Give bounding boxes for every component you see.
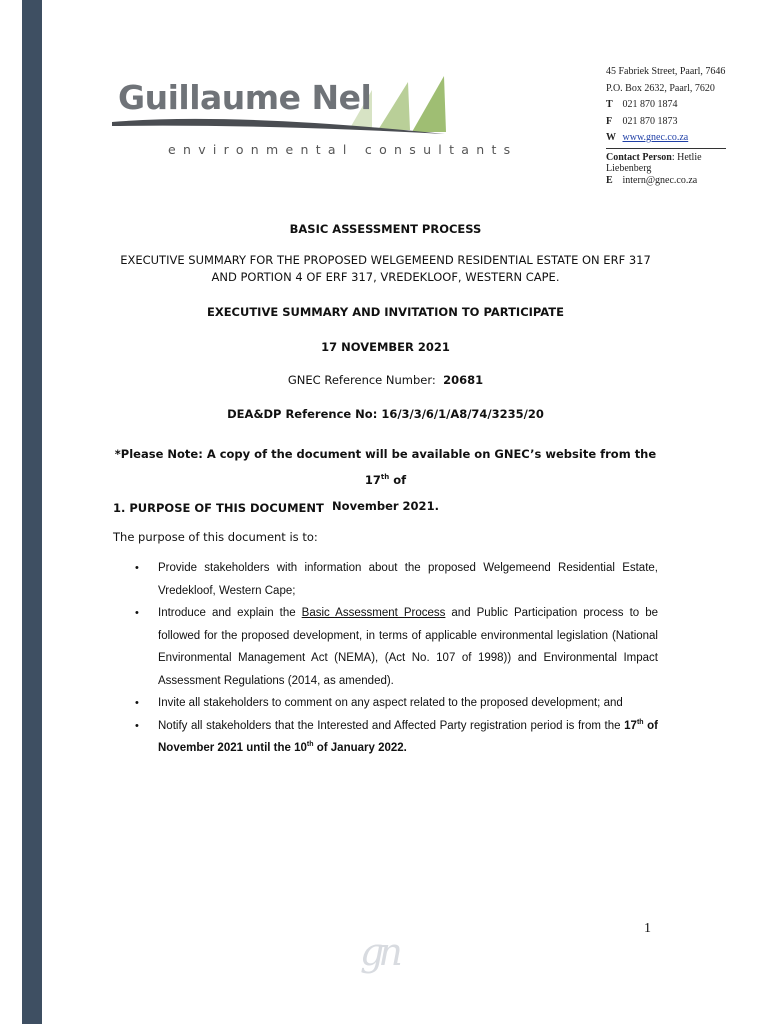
bullet-icon: • — [135, 562, 139, 574]
contact-web — [606, 130, 726, 147]
contact-street: 45 Fabriek Street, Paarl, 7646 — [606, 66, 726, 77]
note-line-2: November 2021. — [332, 499, 439, 513]
person-label: Contact Person — [606, 151, 672, 163]
bullet-bold-3: of January 2022. — [313, 742, 407, 754]
gnec-ref-value: 20681 — [443, 373, 484, 387]
web-label: W — [606, 132, 616, 143]
contact-telephone — [606, 97, 726, 114]
contact-person: Contact Person: Hetlie Liebenberg — [606, 151, 702, 174]
gnec-ref-label: GNEC Reference Number: — [287, 373, 436, 387]
list-item — [113, 602, 658, 692]
bullet-icon: • — [135, 697, 139, 709]
note-sup: th — [380, 473, 390, 482]
list-item — [113, 557, 658, 602]
list-item — [113, 715, 658, 760]
contact-divider — [606, 148, 726, 149]
summary-line-2: AND PORTION 4 OF ERF 317, VREDEKLOOF, WESTERN CAPE. — [211, 270, 560, 284]
summary-title — [113, 252, 658, 286]
note-text-1: *Please Note: A copy of the document will be available on GNEC’s website from the 17 — [114, 447, 657, 487]
email-value: intern@gnec.co.za — [622, 174, 698, 186]
bullet-text: Provide stakeholders with information about the proposed Welgemeend Residential Estate, Vredekloof, Western Cape; — [158, 562, 658, 597]
bullet-sup-1: th — [636, 718, 644, 726]
bullet-text-post: and Public Participation process to be followed for the proposed development, in terms of applicable environmental legislation (National Environmental Management Act (NEMA), (Act No. 107 of 1998)) and Environmental Impact Assessment Regulations (2014, as amended). — [158, 607, 658, 687]
logo-name: Guillaume Nel — [118, 78, 372, 117]
left-margin-bar — [22, 0, 42, 1024]
bullet-bold-2: of November 2021 until the 10 — [158, 719, 658, 754]
web-link[interactable]: www.gnec.co.za — [622, 132, 689, 143]
contact-email — [606, 175, 726, 187]
basic-assessment-link: Basic Assessment Process — [301, 607, 446, 619]
process-title: BASIC ASSESSMENT PROCESS — [289, 222, 482, 236]
deadp-reference: DEA&DP Reference No: 16/3/3/6/1/A8/74/3235/20 — [227, 407, 544, 421]
bullet-text-pre: Notify all stakeholders that the Interested and Affected Party registration period is from the — [158, 719, 625, 732]
document-date: 17 NOVEMBER 2021 — [321, 340, 450, 354]
person-name: Hetlie Liebenberg — [606, 151, 702, 174]
bullet-icon: • — [135, 607, 139, 619]
section-1-intro: The purpose of this document is to: — [113, 530, 318, 544]
gn-watermark-icon: gn — [360, 930, 397, 974]
bullet-sup-2: th — [306, 741, 314, 749]
contact-po-box: P.O. Box 2632, Paarl, 7620 — [606, 82, 715, 94]
contact-fax — [606, 114, 726, 131]
logo-subtitle: environmental consultants — [168, 142, 518, 157]
tel-label: T — [606, 99, 613, 110]
email-label: E — [606, 174, 613, 186]
bullet-text-pre: Introduce and explain the — [158, 607, 302, 619]
bullet-text: Invite all stakeholders to comment on any aspect related to the proposed development; and — [158, 697, 623, 709]
page-number: 1 — [644, 921, 651, 936]
note-text-2: of — [389, 473, 407, 487]
bullet-bold-1: 17 — [624, 719, 637, 732]
bullet-icon: • — [135, 719, 139, 732]
invitation-title: EXECUTIVE SUMMARY AND INVITATION TO PARTICIPATE — [206, 305, 564, 319]
fax-value: 021 870 1873 — [622, 115, 678, 127]
tel-value: 021 870 1874 — [622, 99, 678, 110]
company-logo — [110, 72, 518, 162]
fax-label: F — [606, 115, 613, 127]
gnec-reference — [113, 373, 658, 387]
contact-block — [606, 64, 726, 186]
section-1-title: 1. PURPOSE OF THIS DOCUMENT — [113, 501, 324, 515]
list-item — [113, 692, 658, 715]
summary-line-1: EXECUTIVE SUMMARY FOR THE PROPOSED WELGEMEEND RESIDENTIAL ESTATE ON ERF 317 — [120, 253, 651, 267]
purpose-list — [113, 557, 658, 760]
